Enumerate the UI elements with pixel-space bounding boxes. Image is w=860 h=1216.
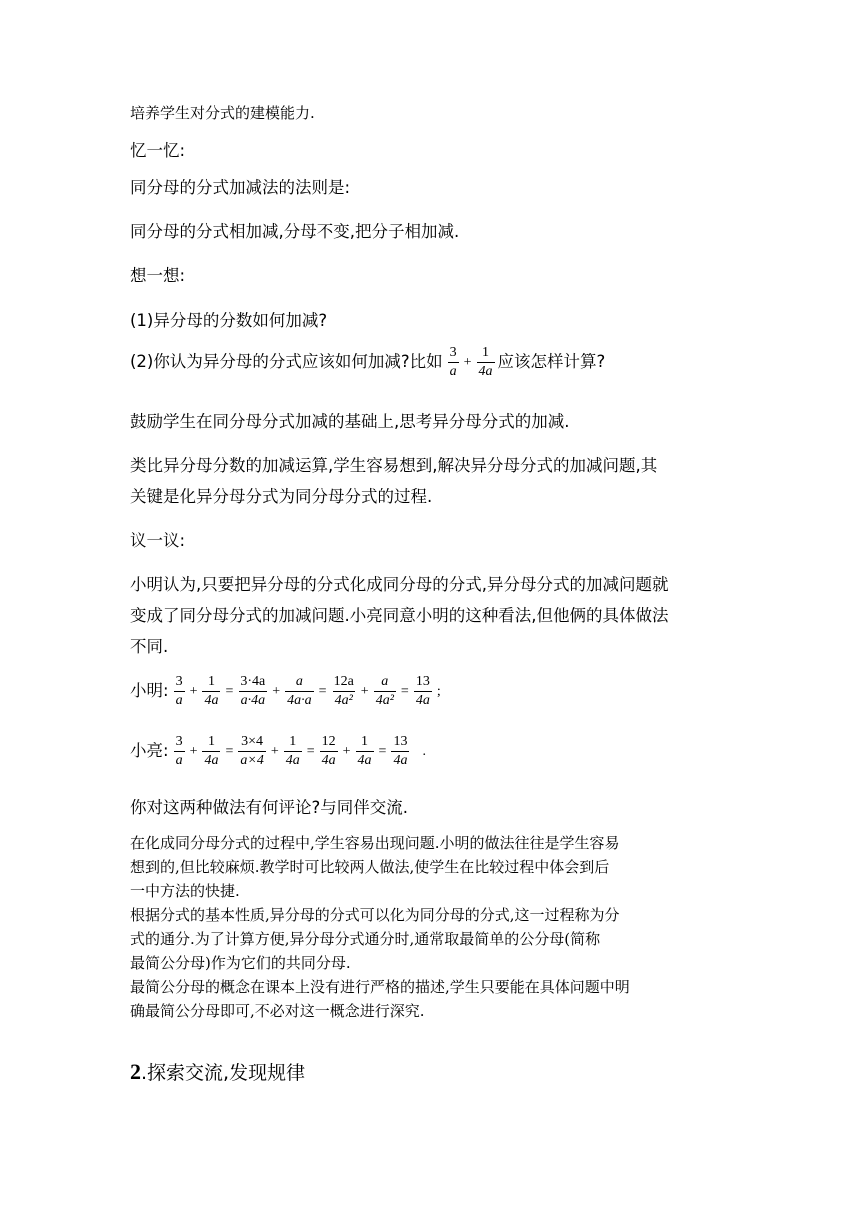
analogy-line-2: 关键是化异分母分式为同分母分式的过程. (130, 487, 433, 506)
fraction: $\frac{13}{4a}$ (393, 734, 408, 768)
xiaoming-equation (130, 675, 443, 708)
fraction: $\frac{12}{4a}$ (321, 734, 336, 768)
fraction: $\frac{1}{4a}$ (204, 734, 219, 768)
operator: = (306, 743, 315, 759)
fraction: $\frac{1}{4a}$ (204, 674, 219, 708)
recall-heading: 忆一忆: (130, 141, 186, 160)
comment-question: 你对这两种做法有何评论?与同伴交流. (130, 798, 409, 817)
think-heading: 想一想: (130, 266, 186, 285)
fraction: $\frac{a}{\text{4a²}}$ (375, 674, 394, 708)
note-line: 一中方法的快捷. (130, 882, 240, 900)
question-1: (1)异分母的分数如何加减? (130, 311, 328, 330)
section-heading (130, 1058, 305, 1085)
operator: + (272, 683, 281, 699)
operator: = (318, 683, 327, 699)
operator: = (225, 683, 234, 699)
analogy-line-1: 类比异分母分数的加减运算,学生容易想到,解决异分母分式的加减问题,其 (130, 456, 658, 475)
note-line: 式的通分.为了计算方便,异分母分式通分时,通常取最简单的公分母(简称 (130, 930, 601, 948)
question-2-tail: 应该怎样计算? (497, 352, 606, 372)
end-punct: ; (436, 683, 441, 699)
encourage-line: 鼓励学生在同分母分式加减的基础上,思考异分母分式的加减. (130, 412, 570, 431)
fraction: $\frac{13}{4a}$ (415, 674, 430, 708)
note-line: 想到的,但比较麻烦.教学时可比较两人做法,使学生在比较过程中体会到后 (130, 858, 610, 876)
plus-sign: + (463, 354, 472, 370)
example-fraction-1: $\frac{3}{a}$ (449, 345, 457, 379)
operator: = (225, 743, 234, 759)
discuss-line-2: 变成了同分母分式的加减问题.小亮同意小明的这种看法,但他俩的具体做法 (130, 606, 669, 625)
operator: = (400, 683, 409, 699)
xiaoming-label: 小明: (130, 681, 169, 701)
end-punct: . (422, 743, 426, 759)
note-line: 最简公分母)作为它们的共同分母. (130, 954, 351, 972)
fraction: $\frac{12a}{\text{4a²}}$ (333, 674, 354, 708)
section-title: .探索交流,发现规律 (141, 1062, 306, 1084)
note-line: 在化成同分母分式的过程中,学生容易出现问题.小明的做法往往是学生容易 (130, 834, 620, 852)
question-2 (130, 346, 607, 379)
operator: = (378, 743, 387, 759)
note-line: 确最简公分母即可,不必对这一概念进行深究. (130, 1002, 425, 1020)
fraction: $\frac{3\times 4}{a\times 4}$ (240, 734, 264, 768)
xiaoliang-label: 小亮: (130, 741, 169, 761)
discuss-line-3: 不同. (130, 637, 169, 656)
discuss-heading: 议一议: (130, 531, 186, 550)
fraction: $\frac{3}{a}$ (175, 674, 183, 708)
fraction: $\frac{1}{4a}$ (357, 734, 372, 768)
operator: + (342, 743, 351, 759)
question-2-text: (2)你认为异分母的分式应该如何加减?比如 (130, 352, 443, 372)
fraction: $\frac{a}{4a\cdot a}$ (287, 674, 312, 708)
fraction: $\frac{3\cdot 4a}{a\cdot 4a}$ (240, 674, 266, 708)
intro-line: 培养学生对分式的建模能力. (130, 104, 315, 122)
rule-answer: 同分母的分式相加减,分母不变,把分子相加减. (130, 222, 460, 241)
section-number: 2 (130, 1059, 141, 1084)
operator: + (189, 683, 198, 699)
note-line: 最简公分母的概念在课本上没有进行严格的描述,学生只要能在具体问题中明 (130, 978, 630, 996)
fraction: $\frac{1}{4a}$ (285, 734, 300, 768)
fraction: $\frac{3}{a}$ (175, 734, 183, 768)
operator: + (189, 743, 198, 759)
rule-question: 同分母的分式加减法的法则是: (130, 178, 351, 197)
note-line: 根据分式的基本性质,异分母的分式可以化为同分母的分式,这一过程称为分 (130, 906, 620, 924)
example-fraction-2: $\frac{1}{4a}$ (478, 345, 493, 379)
discuss-line-1: 小明认为,只要把异分母的分式化成同分母的分式,异分母分式的加减问题就 (130, 575, 669, 594)
operator: + (270, 743, 279, 759)
xiaoliang-equation (130, 735, 428, 768)
operator: + (360, 683, 369, 699)
